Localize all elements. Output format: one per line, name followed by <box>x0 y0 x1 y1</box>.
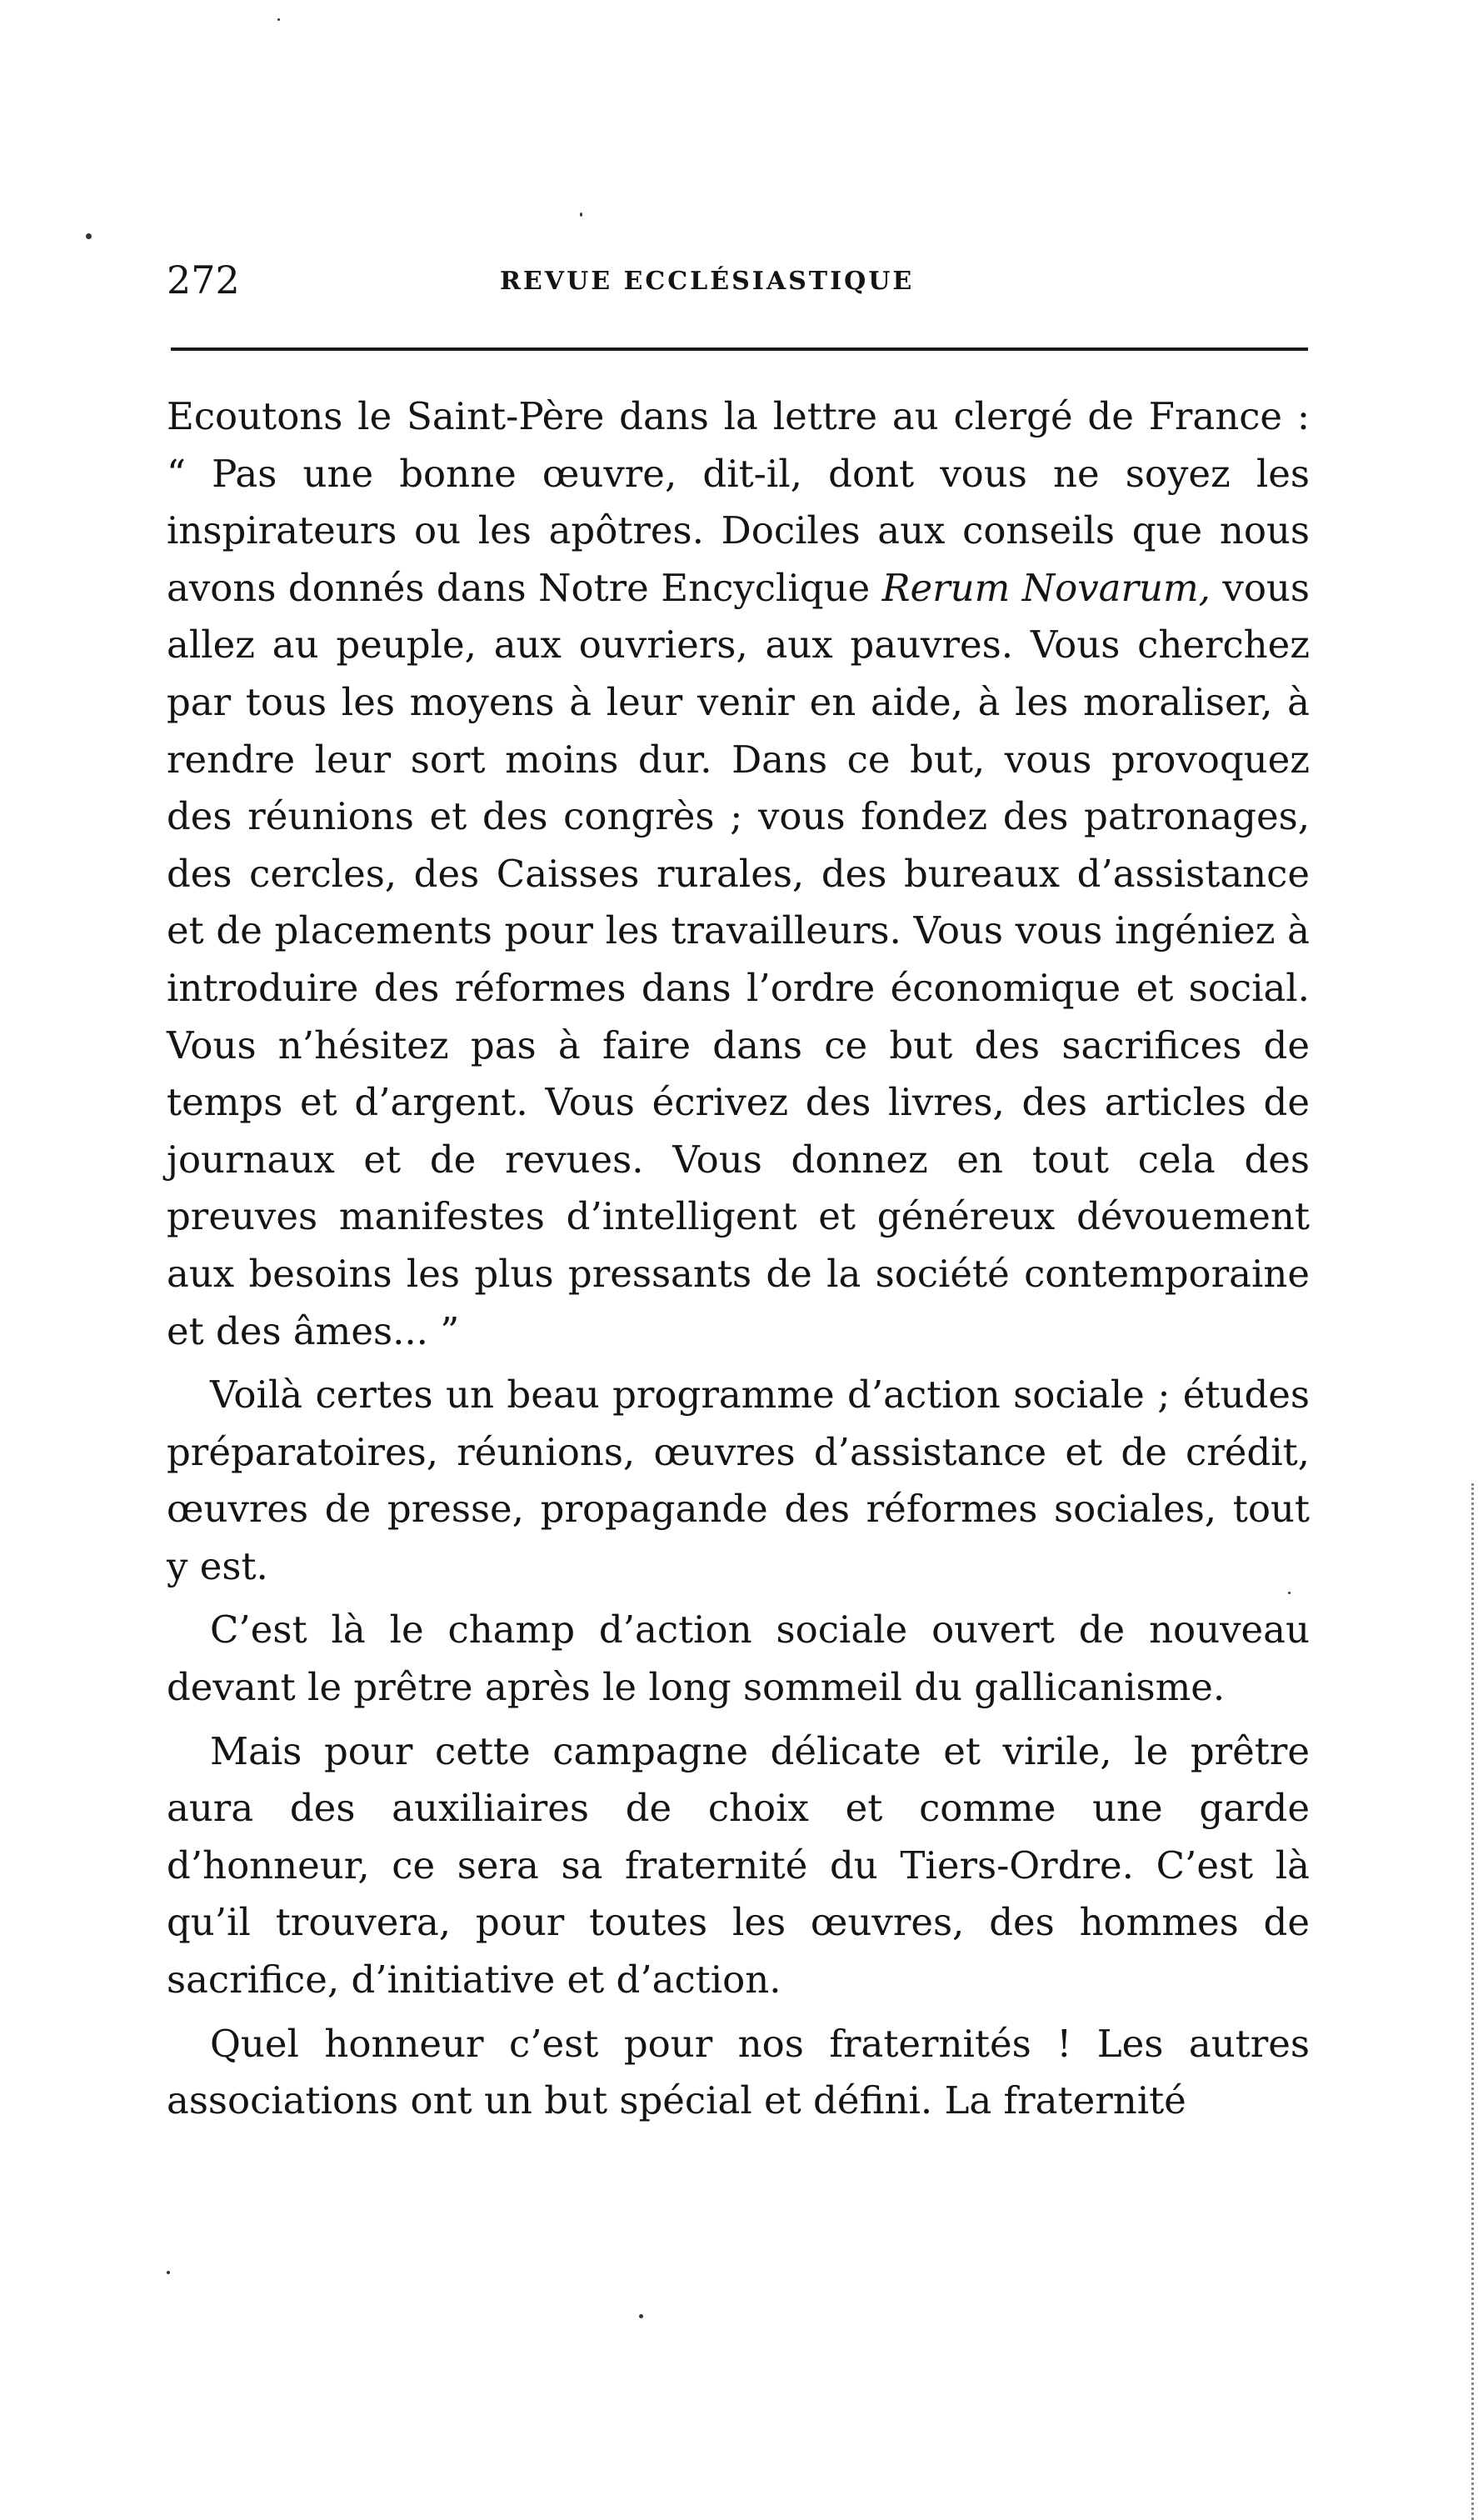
print-speck <box>86 233 92 239</box>
quotation-text-continued: vous allez au peuple, aux ouvriers, aux pauvres. Vous cherchez par tous les moyens à leur venir en aide, à les moraliser, à rendre leur sort moins dur. Dans ce but, vous provoquez des réunions et des congrès ; vous fondez des patronages, des cercles, des Caisses rurales, des bureaux d’assistance et de placements pour les travailleurs. Vous vous ingéniez à introduire des réformes dans l’ordre économique et social. Vous n’hésitez pas à faire dans ce but des sacrifices de temps et d’argent. Vous écrivez des livres, des articles de journaux et de revues. Vous donnez en tout cela des preuves manifestes d’intelligent et généreux dévouement aux besoins les plus pressants de la société contemporaine et des âmes... ” <box>167 565 1311 1353</box>
paragraph-fraternites: Quel honneur c’est pour nos fraternités ! Les autres associations ont un but spécial et défini. La fraternité <box>167 2021 1310 2123</box>
page-edge-shadow <box>1471 1483 1476 2520</box>
print-speck <box>639 2314 643 2318</box>
print-speck <box>277 18 280 21</box>
print-speck <box>580 212 582 217</box>
body-text <box>167 388 1310 2130</box>
paragraph-champ-action: C’est là le champ d’action sociale ouvert de nouveau devant le prêtre après le long sommeil du gallicanisme. <box>167 1608 1310 1710</box>
encyclical-title: Rerum Novarum, <box>881 565 1211 610</box>
header-rule <box>171 348 1308 351</box>
paragraph-quotation <box>167 388 1310 1360</box>
print-speck <box>167 2271 170 2274</box>
quotation-text: Ecoutons le Saint-Père dans la lettre au clergé de France : “ Pas une bonne œuvre, dit-il, dont vous ne soyez les inspirateurs ou les apôtres. Dociles aux conseils que nous avons donnés dans Notre Encyclique <box>167 394 1310 610</box>
running-head: REVUE ECCLÉSIASTIQUE <box>500 267 915 296</box>
page-number: 272 <box>167 258 240 302</box>
paragraph-programme: Voilà certes un beau programme d’action sociale ; études préparatoires, réunions, œuvres d’assistance et de crédit, œuvres de presse, propagande des réformes sociales, tout y est. <box>167 1372 1310 1588</box>
paragraph-tiers-ordre: Mais pour cette campagne délicate et virile, le prêtre aura des auxiliaires de choix et comme une garde d’honneur, ce sera sa fraternité du Tiers-Ordre. C’est là qu’il trouvera, pour toutes les œuvres, des hommes de sacrifice, d’initiative et d’action. <box>167 1728 1310 2002</box>
